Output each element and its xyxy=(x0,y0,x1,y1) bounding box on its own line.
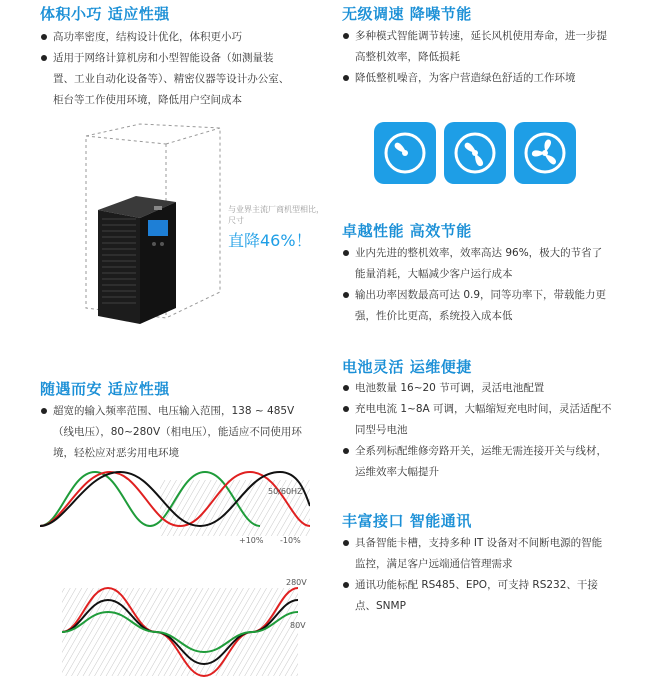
size-reduction-highlight: 直降46%！ xyxy=(228,231,312,250)
section-title-performance: 卓越性能 高效节能 xyxy=(342,222,472,240)
interface-bullets xyxy=(342,533,612,617)
battery-bullets xyxy=(342,378,612,483)
adaptability-bullets xyxy=(40,401,302,464)
fan-icon-low xyxy=(374,122,436,184)
minus-tolerance-label: -10% xyxy=(280,536,301,545)
list-item: 输出功率因数最高可达 0.9，同等功率下，带载能力更强，性价比更高，系统投入成本低 xyxy=(342,285,612,327)
performance-bullets xyxy=(342,243,612,327)
compact-bullets xyxy=(40,27,290,111)
frequency-range-chart xyxy=(40,466,310,552)
voltage-range-chart xyxy=(40,580,300,680)
ups-lcd-screen xyxy=(148,220,168,236)
fan-bullets xyxy=(342,26,612,89)
section-title-adaptability: 随遇而安 适应性强 xyxy=(40,380,170,398)
fan-icon-high xyxy=(514,122,576,184)
list-item: 适用于网络计算机房和小型智能设备（如测量装置、工业自动化设备等）、精密仪器等设计办公室、柜台等工作使用环境，降低用户空间成本 xyxy=(40,48,290,111)
section-title-fan: 无级调速 降噪节能 xyxy=(342,5,472,23)
list-item: 降低整机噪音，为客户营造绿色舒适的工作环境 xyxy=(342,68,612,89)
plus-tolerance-label: +10% xyxy=(239,536,264,545)
ups-device xyxy=(98,196,176,324)
list-item: 充电电流 1~8A 可调，大幅缩短充电时间，灵活适配不同型号电池 xyxy=(342,399,612,441)
list-item: 全系列标配维修旁路开关，运维无需连接开关与线材，运维效率大幅提升 xyxy=(342,441,612,483)
list-item: 业内先进的整机效率，效率高达 96%，极大的节省了能量消耗，大幅减少客户运行成本 xyxy=(342,243,612,285)
section-title-battery: 电池灵活 运维便捷 xyxy=(342,358,472,376)
fan-icon-mid xyxy=(444,122,506,184)
list-item: 超宽的输入频率范围、电压输入范围，138 ~ 485V（线电压），80~280V（相电压），能适应不同使用环境，轻松应对恶劣用电环境 xyxy=(40,401,302,464)
list-item: 电池数量 16~20 节可调，灵活电池配置 xyxy=(342,378,612,399)
section-title-compact: 体积小巧 适应性强 xyxy=(40,5,170,23)
comparison-note: 与业界主流厂商机型相比，尺寸 xyxy=(228,205,324,225)
list-item: 具备智能卡槽，支持多种 IT 设备对不间断电源的智能监控，满足客户远端通信管理需求 xyxy=(342,533,612,575)
voltage-hatch-area xyxy=(62,588,298,676)
low-voltage-label: 80V xyxy=(290,621,306,630)
ups-size-illustration xyxy=(82,122,222,332)
frequency-label: 50/60HZ xyxy=(268,487,303,496)
high-voltage-label: 280V xyxy=(286,578,307,587)
list-item: 多种模式智能调节转速，延长风机使用寿命，进一步提高整机效率，降低损耗 xyxy=(342,26,612,68)
list-item: 高功率密度，结构设计优化，体积更小巧 xyxy=(40,27,290,48)
section-title-interface: 丰富接口 智能通讯 xyxy=(342,512,472,530)
list-item: 通讯功能标配 RS485、EPO，可支持 RS232、干接点、SNMP xyxy=(342,575,612,617)
